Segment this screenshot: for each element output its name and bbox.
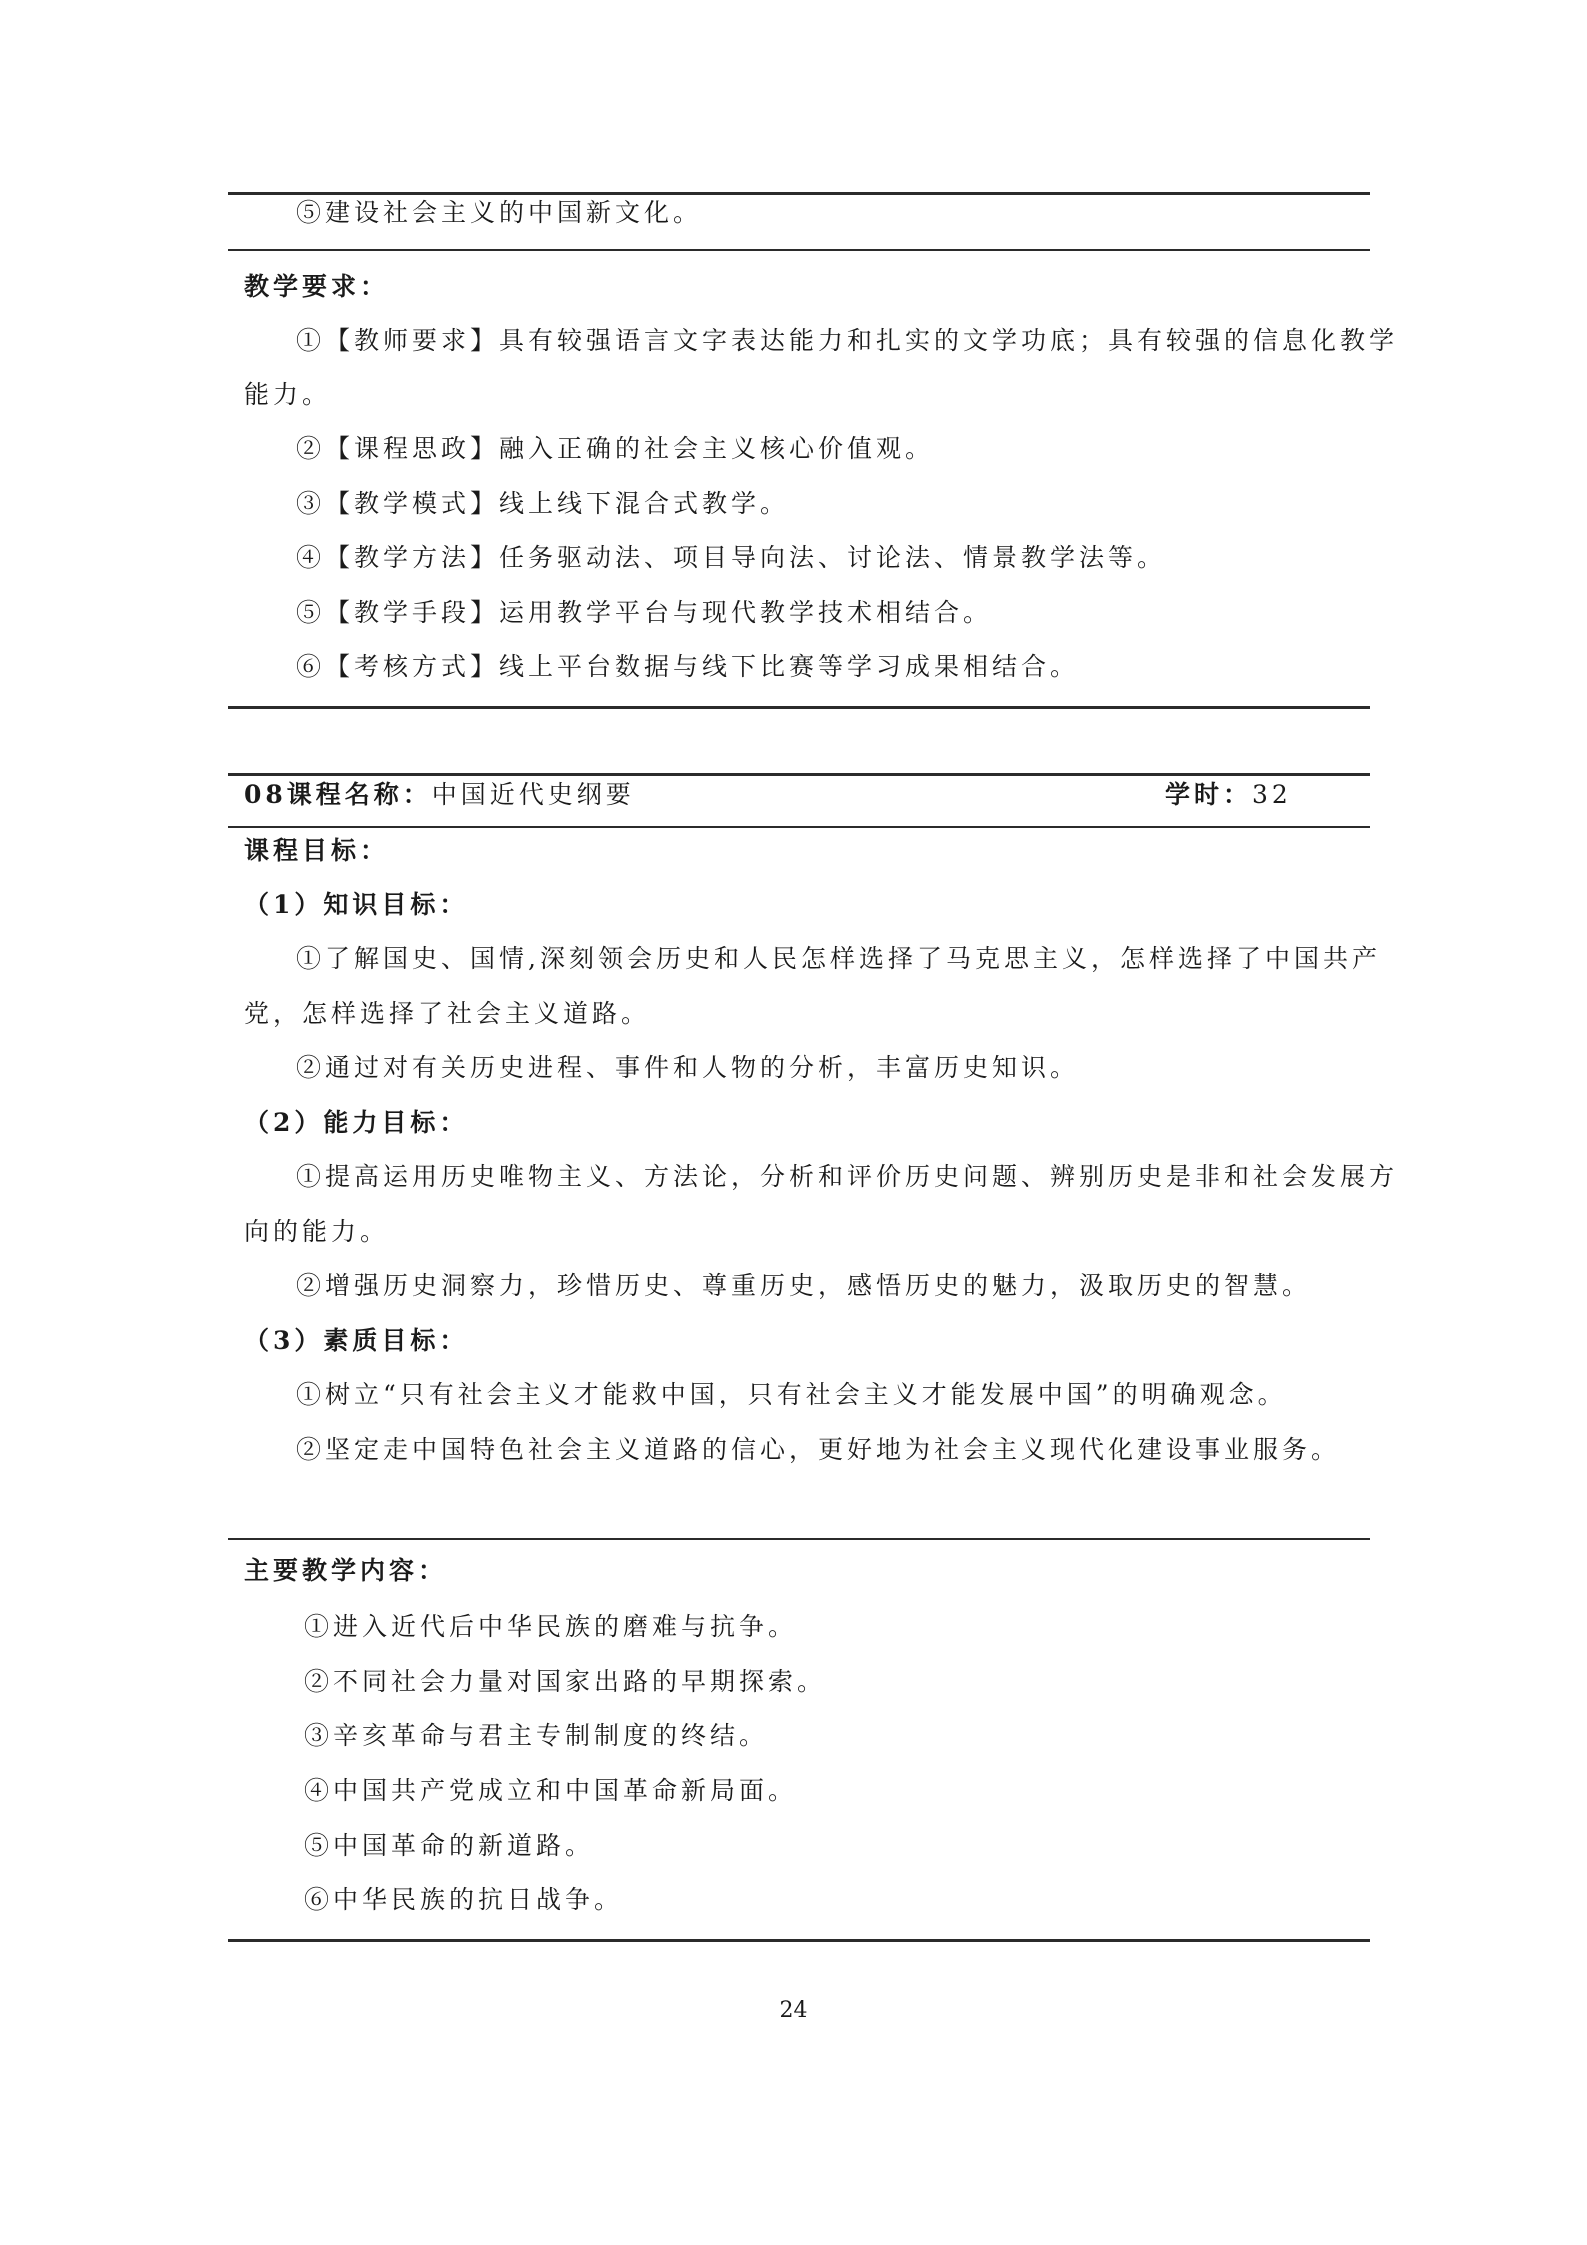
prev-content-item-5: ⑤建设社会主义的中国新文化。 [296, 198, 703, 227]
teaching-req-item: ④【教学方法】任务驱动法、项目导向法、讨论法、情景教学法等。 [296, 543, 1167, 572]
rule-end-block [228, 706, 1370, 709]
course-hours-row [1165, 778, 1292, 812]
course-hours-value: 32 [1252, 780, 1292, 809]
rule-before-content [228, 1538, 1370, 1540]
content-item: ⑥中华民族的抗日战争。 [304, 1885, 624, 1914]
ability-goals-heading: （2）能力目标： [244, 1108, 469, 1137]
content-item: ⑤中国革命的新道路。 [304, 1831, 595, 1860]
quality-goal-item: ①树立“只有社会主义才能救中国，只有社会主义才能发展中国”的明确观念。 [296, 1380, 1287, 1409]
teaching-req-item: 能力。 [244, 380, 332, 409]
knowledge-goal-item: ②通过对有关历史进程、事件和人物的分析，丰富历史知识。 [296, 1053, 1080, 1082]
page-number: 24 [779, 1998, 808, 2023]
main-content-heading: 主要教学内容： [244, 1556, 448, 1585]
course-hours-label: 学时： [1165, 780, 1253, 809]
content-item: ④中国共产党成立和中国革命新局面。 [304, 1776, 798, 1805]
ability-goal-item: 向的能力。 [244, 1217, 390, 1246]
course-name-value: 中国近代史纲要 [431, 780, 635, 809]
knowledge-goal-item: 党，怎样选择了社会主义道路。 [244, 999, 651, 1028]
quality-goal-item: ②坚定走中国特色社会主义道路的信心，更好地为社会主义现代化建设事业服务。 [296, 1435, 1341, 1464]
teaching-req-item: ⑤【教学手段】运用教学平台与现代教学技术相结合。 [296, 598, 993, 627]
rule-course-08-top [228, 773, 1370, 776]
ability-goal-item: ①提高运用历史唯物主义、方法论，分析和评价历史问题、辨别历史是非和社会发展方 [296, 1162, 1399, 1191]
teaching-req-item: ②【课程思政】融入正确的社会主义核心价值观。 [296, 434, 935, 463]
content-item: ③辛亥革命与君主专制制度的终结。 [304, 1721, 769, 1750]
teaching-requirements-heading: 教学要求： [244, 272, 390, 301]
content-item: ①进入近代后中华民族的磨难与抗争。 [304, 1612, 798, 1641]
rule-course-08-bottom [228, 1939, 1370, 1942]
course-goals-heading: 课程目标： [244, 836, 390, 865]
rule-course-name [228, 826, 1370, 828]
teaching-req-item: ③【教学模式】线上线下混合式教学。 [296, 489, 790, 518]
knowledge-goals-heading: （1）知识目标： [244, 890, 469, 919]
knowledge-goal-item: ①了解国史、国情,深刻领会历史和人民怎样选择了马克思主义，怎样选择了中国共产 [296, 944, 1381, 973]
content-item: ②不同社会力量对国家出路的早期探索。 [304, 1667, 827, 1696]
teaching-req-item: ⑥【考核方式】线上平台数据与线下比赛等学习成果相结合。 [296, 652, 1080, 681]
rule-top [228, 192, 1370, 195]
rule-before-requirements [228, 249, 1370, 251]
teaching-req-item: ①【教师要求】具有较强语言文字表达能力和扎实的文学功底；具有较强的信息化教学 [296, 326, 1399, 355]
course-name-label: 08课程名称： [244, 780, 432, 809]
ability-goal-item: ②增强历史洞察力，珍惜历史、尊重历史，感悟历史的魅力，汲取历史的智慧。 [296, 1271, 1312, 1300]
course-name-row [244, 778, 635, 812]
quality-goals-heading: （3）素质目标： [244, 1326, 469, 1355]
